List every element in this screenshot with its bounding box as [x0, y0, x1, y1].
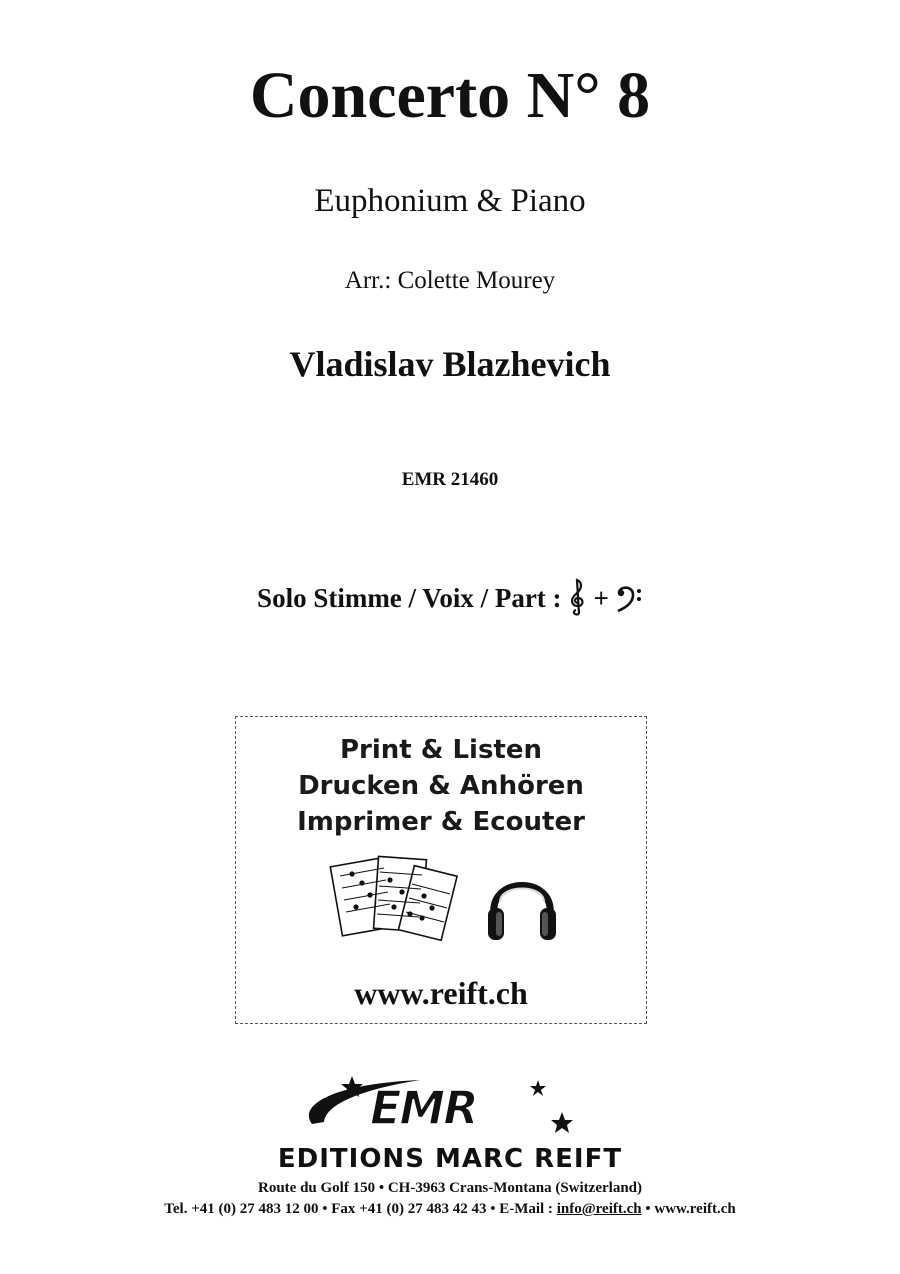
contact-phone-fax: Tel. +41 (0) 27 483 12 00 • Fax +41 (0) 27 483 42 43 • E-Mail : — [164, 1201, 553, 1217]
page-title: Concerto N° 8 — [249, 59, 651, 132]
plus-sign: + — [593, 582, 609, 613]
promo-line-de: Drucken & Anhören — [298, 771, 584, 801]
email-link[interactable]: info@reift.ch — [556, 1201, 642, 1217]
publisher-address: Route du Golf 150 • CH-3963 Crans-Montana (Switzerland) — [258, 1180, 642, 1196]
promo-line-fr: Imprimer & Ecouter — [297, 807, 585, 837]
publisher-name: EDITIONS MARC REIFT — [277, 1144, 623, 1174]
print-listen-box — [235, 716, 647, 1024]
logo-text: EMR — [370, 1081, 477, 1135]
catalog-number: EMR 21460 — [401, 469, 499, 490]
sheet-music-icon — [328, 852, 458, 947]
part-line — [0, 578, 900, 618]
publisher-contact — [0, 1201, 900, 1218]
emr-logo — [300, 1072, 600, 1138]
promo-website[interactable]: www.reift.ch — [354, 975, 528, 1011]
instrumentation: Euphonium & Piano — [314, 183, 586, 219]
bass-clef-icon — [615, 583, 643, 613]
treble-clef-icon — [568, 578, 588, 618]
contact-website[interactable]: • www.reift.ch — [645, 1201, 736, 1217]
part-label: Solo Stimme / Voix / Part : — [257, 582, 562, 613]
arranger: Arr.: Colette Mourey — [344, 267, 556, 294]
composer: Vladislav Blazhevich — [289, 344, 611, 384]
promo-line-en: Print & Listen — [339, 735, 543, 765]
headphones-icon — [486, 864, 558, 944]
